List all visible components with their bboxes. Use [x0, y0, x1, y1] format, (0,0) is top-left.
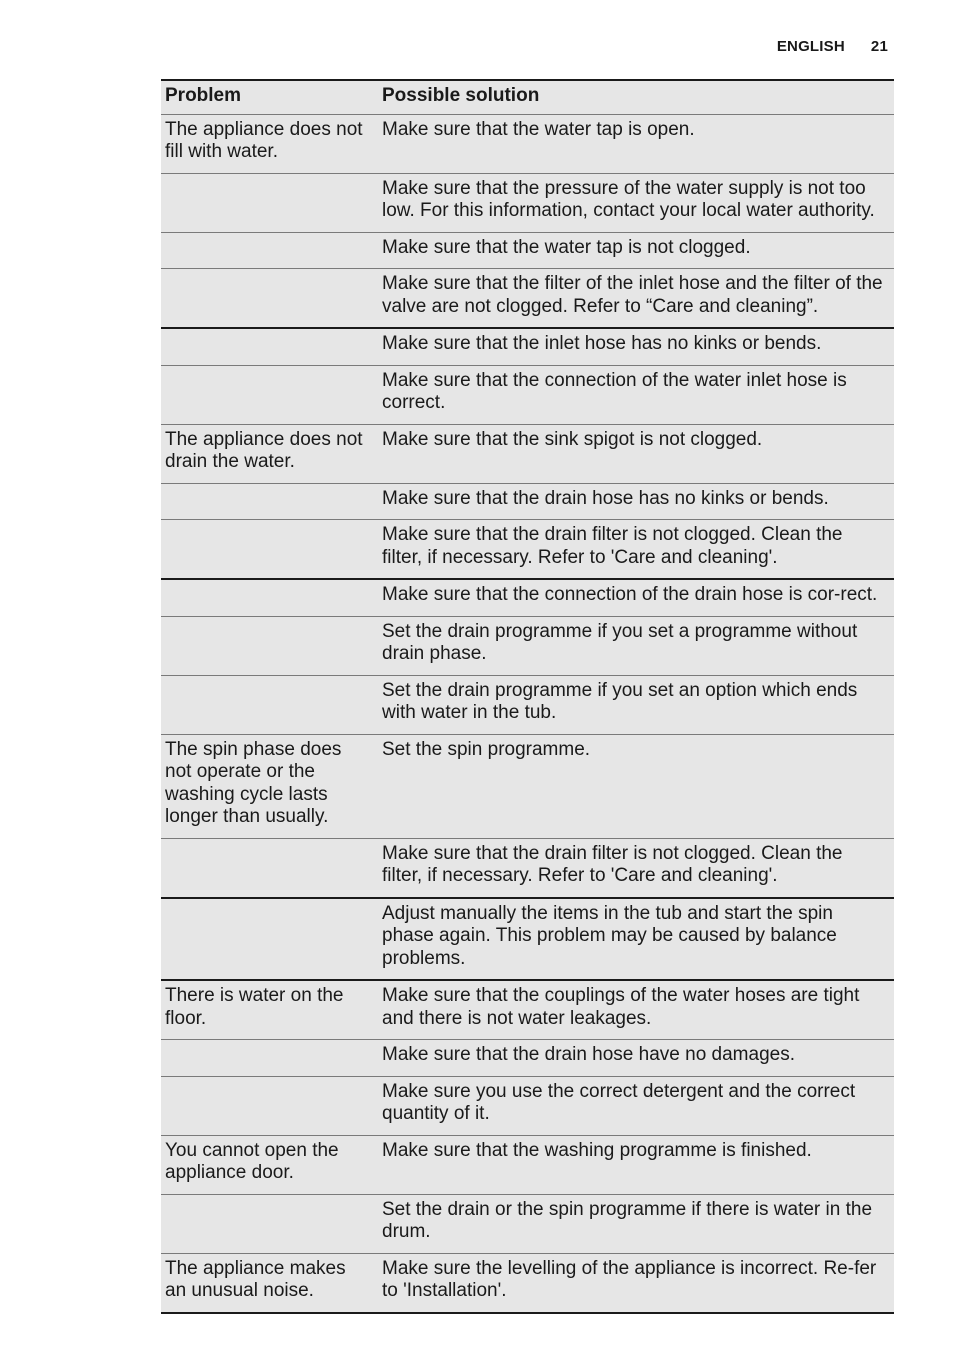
solution-cell: Make sure that the drain hose have no damages. — [378, 1040, 894, 1077]
table-row — [161, 1194, 894, 1253]
solution-cell: Make sure that the inlet hose has no kinks or bends. — [378, 328, 894, 365]
table-row — [161, 232, 894, 269]
solution-cell: Make sure that the connection of the water inlet hose is correct. — [378, 365, 894, 424]
table-row — [161, 173, 894, 232]
problem-cell: The appliance does not drain the water. — [161, 424, 378, 483]
problem-cell — [161, 328, 378, 365]
solution-cell: Make sure that the couplings of the water hoses are tight and there is not water leakages. — [378, 980, 894, 1040]
solution-cell: Make sure that the water tap is not clogged. — [378, 232, 894, 269]
table-row — [161, 114, 894, 173]
table-row — [161, 980, 894, 1040]
problem-cell — [161, 1194, 378, 1253]
column-header-problem: Problem — [161, 80, 378, 114]
problem-cell — [161, 269, 378, 329]
problem-cell — [161, 1040, 378, 1077]
problem-cell: The appliance makes an unusual noise. — [161, 1253, 378, 1313]
table-row — [161, 838, 894, 898]
table-row — [161, 1076, 894, 1135]
table-row — [161, 365, 894, 424]
solution-cell: Make sure that the sink spigot is not clogged. — [378, 424, 894, 483]
solution-cell: Set the drain programme if you set a programme without drain phase. — [378, 616, 894, 675]
problem-cell — [161, 520, 378, 580]
solution-cell: Make sure that the drain hose has no kinks or bends. — [378, 483, 894, 520]
table-header-row — [161, 80, 894, 114]
problem-cell — [161, 365, 378, 424]
problem-cell: There is water on the floor. — [161, 980, 378, 1040]
table-row — [161, 675, 894, 734]
language-label: ENGLISH — [776, 38, 845, 55]
solution-cell: Set the drain or the spin programme if there is water in the drum. — [378, 1194, 894, 1253]
problem-cell — [161, 1076, 378, 1135]
problem-cell — [161, 579, 378, 616]
table-row — [161, 579, 894, 616]
problem-cell — [161, 232, 378, 269]
solution-cell: Set the drain programme if you set an option which ends with water in the tub. — [378, 675, 894, 734]
problem-cell — [161, 675, 378, 734]
solution-cell: Make sure that the drain filter is not clogged. Clean the filter, if necessary. Refer to 'Care and cleaning'. — [378, 520, 894, 580]
problem-cell — [161, 616, 378, 675]
table-row — [161, 1040, 894, 1077]
page-number: 21 — [870, 38, 888, 55]
table-row — [161, 1135, 894, 1194]
table-row — [161, 424, 894, 483]
table-row — [161, 616, 894, 675]
solution-cell: Set the spin programme. — [378, 734, 894, 838]
table-row — [161, 734, 894, 838]
solution-cell: Make sure that the filter of the inlet hose and the filter of the valve are not clogged. Refer to “Care and cleaning”. — [378, 269, 894, 329]
solution-cell: Make sure the levelling of the appliance is incorrect. Re-fer to 'Installation'. — [378, 1253, 894, 1313]
problem-cell — [161, 838, 378, 898]
problem-cell: You cannot open the appliance door. — [161, 1135, 378, 1194]
problem-cell: The spin phase does not operate or the washing cycle lasts longer than usually. — [161, 734, 378, 838]
page-header — [777, 38, 888, 55]
problem-cell — [161, 173, 378, 232]
table-row — [161, 328, 894, 365]
table-row — [161, 269, 894, 329]
solution-cell: Adjust manually the items in the tub and start the spin phase again. This problem may be caused by balance problems. — [378, 898, 894, 981]
solution-cell: Make sure that the connection of the drain hose is cor-rect. — [378, 579, 894, 616]
solution-cell: Make sure that the washing programme is finished. — [378, 1135, 894, 1194]
table-row — [161, 520, 894, 580]
table-row — [161, 483, 894, 520]
solution-cell: Make sure that the pressure of the water supply is not too low. For this information, contact your local water authority. — [378, 173, 894, 232]
solution-cell: Make sure you use the correct detergent and the correct quantity of it. — [378, 1076, 894, 1135]
solution-cell: Make sure that the drain filter is not clogged. Clean the filter, if necessary. Refer to 'Care and cleaning'. — [378, 838, 894, 898]
problem-cell — [161, 898, 378, 981]
troubleshooting-table — [161, 79, 894, 1314]
problem-cell: The appliance does not fill with water. — [161, 114, 378, 173]
solution-cell: Make sure that the water tap is open. — [378, 114, 894, 173]
table-row — [161, 1253, 894, 1313]
problem-cell — [161, 483, 378, 520]
column-header-solution: Possible solution — [378, 80, 894, 114]
table-row — [161, 898, 894, 981]
